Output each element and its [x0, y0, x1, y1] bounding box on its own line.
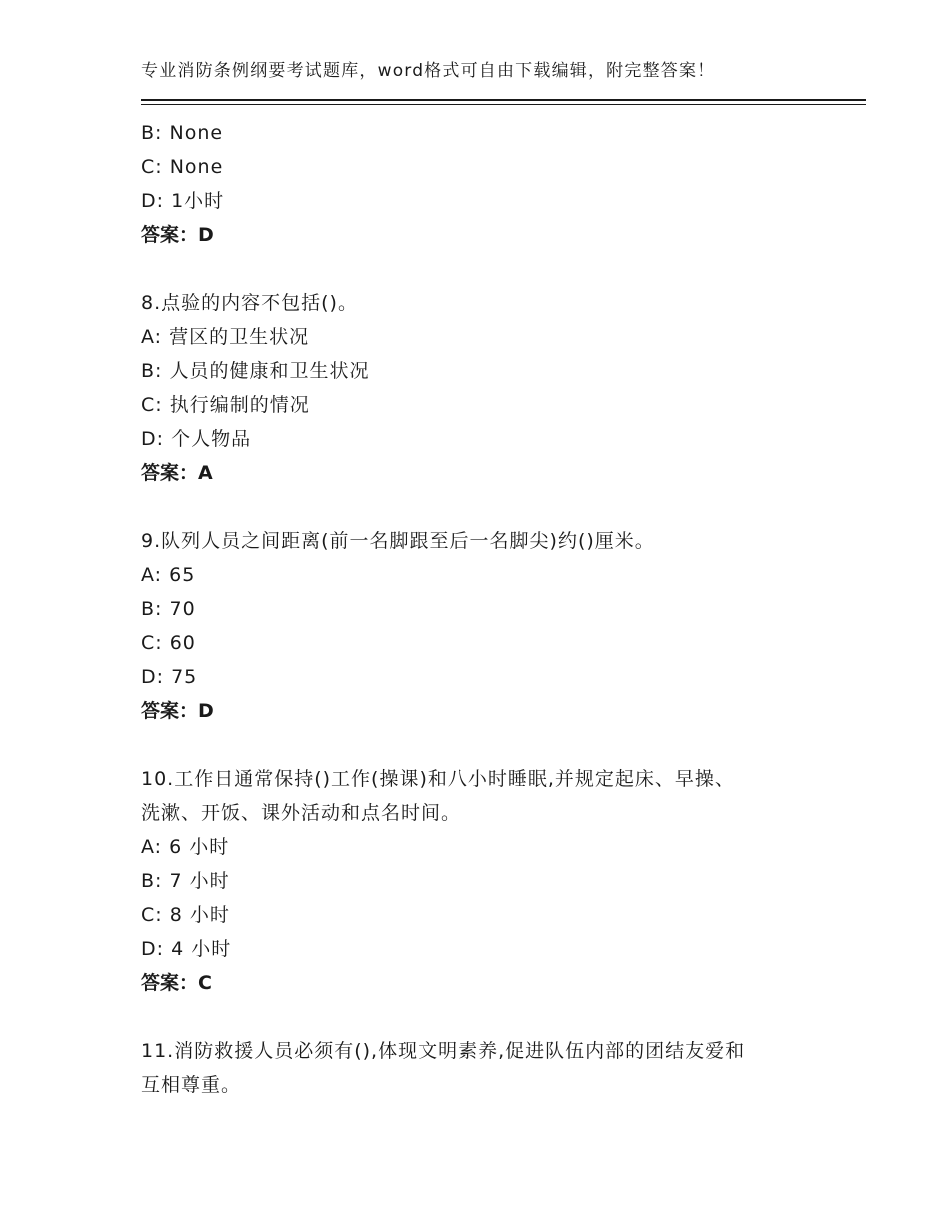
question-text-continued: 互相尊重。 [141, 1074, 242, 1096]
option-b: B: 70 [141, 598, 196, 620]
option-c: C: 执行编制的情况 [141, 394, 310, 416]
option-a: A: 6 小时 [141, 836, 230, 858]
question-9 [141, 524, 841, 728]
option-c: C: 60 [141, 632, 196, 654]
question-text: 10.工作日通常保持()工作(操课)和八小时睡眠,并规定起床、早操、 [141, 768, 735, 790]
option-d: D: 1小时 [141, 190, 225, 212]
question-8 [141, 286, 841, 490]
question-text: 11.消防救援人员必须有(),体现文明素养,促进队伍内部的团结友爱和 [141, 1040, 746, 1062]
option-c: C: None [141, 156, 224, 178]
question-text: 9.队列人员之间距离(前一名脚跟至后一名脚尖)约()厘米。 [141, 530, 655, 552]
option-a: A: 65 [141, 564, 196, 586]
answer-label: 答案：D [141, 224, 214, 246]
option-a: A: 营区的卫生状况 [141, 326, 310, 348]
answer-label: 答案：D [141, 700, 214, 722]
question-text: 8.点验的内容不包括()。 [141, 292, 358, 314]
option-d: D: 75 [141, 666, 198, 688]
question-10 [141, 762, 841, 1000]
option-b: B: 人员的健康和卫生状况 [141, 360, 370, 382]
question-11 [141, 1034, 841, 1102]
option-b: B: 7 小时 [141, 870, 230, 892]
answer-label: 答案：C [141, 972, 212, 994]
header-rule-thin [141, 104, 866, 105]
page-header: 专业消防条例纲要考试题库，word格式可自由下载编辑，附完整答案！ [141, 61, 716, 81]
question-list [141, 116, 841, 1102]
option-d: D: 个人物品 [141, 428, 252, 450]
question-text-continued: 洗漱、开饭、课外活动和点名时间。 [141, 802, 462, 824]
option-d: D: 4 小时 [141, 938, 232, 960]
answer-label: 答案：A [141, 462, 213, 484]
question-7-continuation [141, 116, 841, 252]
option-b: B: None [141, 122, 224, 144]
option-c: C: 8 小时 [141, 904, 230, 926]
header-rule-thick [141, 99, 866, 101]
